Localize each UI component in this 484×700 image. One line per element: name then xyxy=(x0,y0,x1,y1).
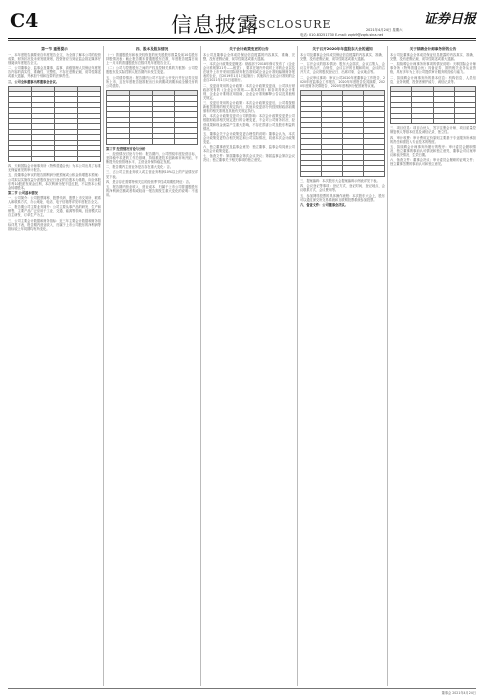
column-divider xyxy=(103,46,104,686)
paragraph: 四、天职国际会计师事务所（特殊普通合伙）为本公司出具了标准无保留意见的审计报告。 xyxy=(8,164,101,173)
table-cell xyxy=(78,156,101,161)
table-cell xyxy=(391,119,412,124)
paragraph: 一、公司简介：公司股票简称、股票代码、股票上市交易所、联系人和联系方式、办公地址、电话、电子信箱等详见年度报告全文。 xyxy=(8,196,101,205)
paragraph: 一、召开会议的基本情况：股东大会届次、会议召集人、会议召开的合法、合规性、会议召开的日期和时间、会议的召开方式、会议的股权登记日、出席对象、会议地点等。 xyxy=(300,62,385,75)
column-heading: 关于续聘会计师事务所的公告 xyxy=(409,47,457,51)
column-1 xyxy=(8,46,101,684)
paragraph: 五、公司债券情况：报告期内公司不存在公开发行并在证券交易所上市，且在年度报告批准报出日未到期或到期未能全额兑付的公司债券。 xyxy=(106,75,198,88)
table-cell xyxy=(55,156,78,161)
page-number: C4 xyxy=(10,10,39,32)
column-divider xyxy=(200,46,201,686)
newspaper-masthead: 证券日报 xyxy=(424,12,477,27)
paragraph: 四、会议登记等事项：登记方式、登记时间、登记地点、会议联系方式、会议费用等。 xyxy=(300,184,385,193)
table-cell xyxy=(322,171,343,176)
table-cell xyxy=(454,119,475,124)
table-row xyxy=(391,119,476,124)
paragraph: 二、报告期公司主要业务简介：公司主要从事产品的研发、生产和销售，主要产品广泛应用于工业、交通、能源等领域，经营模式以自主研发、订单生产为主。 xyxy=(8,205,101,218)
paragraph: 五、董事会关于会计政策变更合理性的说明：董事会认为，本次会计政策变更符合相关规定和公司实际情况，同意本次会计政策变更。 xyxy=(203,131,295,144)
table-cell xyxy=(32,156,55,161)
column-3 xyxy=(203,46,295,684)
paragraph: 二、报告期内主营业务是否存在重大变化：否。 xyxy=(106,165,173,170)
paragraph: 七、备查文件：第届董事会第次会议决议；第届监事会第次会议决议；独立董事关于相关事项的独立意见。 xyxy=(203,154,295,163)
paragraph: （二）公司与控股股东之间的产权及控制关系的方框图：公司控股股东及实际控制人报告期内未发生变更。 xyxy=(106,66,198,75)
paragraph: 二、拟续聘会计师事务所的基本信息：机构信息、人员信息、业务规模、投资者保护能力、诚信记录等。 xyxy=(390,75,476,84)
paragraph: 本公司及董事会全体成员保证信息披露的内容真实、准确、完整，没有虚假记载、误导性陈述或重大遗漏。 xyxy=(203,53,295,62)
table-cell xyxy=(412,119,433,124)
paragraph: 三、公司主要会计数据和财务指标：近三年主要会计数据和财务指标详见下表，报告期内营业收入、归属于上市公司股东的净利润等指标较上年同期均有所变化。 xyxy=(8,218,101,231)
table-cell xyxy=(107,139,130,144)
table-row xyxy=(301,171,385,176)
data-table xyxy=(106,90,198,145)
paragraph: 五、报告期内营业收入、营业成本、归属于上市公司普通股股东的净利润总额或者构成较前一报告期发生重大变化的说明：不适用。 xyxy=(106,184,198,198)
column-5 xyxy=(390,46,476,684)
data-table xyxy=(300,90,385,177)
table-cell xyxy=(301,171,322,176)
paragraph: 六、备查文件：董事会决议；审计委员会履职的证明文件；独立董事签署的事前认可和独立意见。 xyxy=(390,158,476,167)
table-cell xyxy=(152,139,175,144)
paragraph: 四、审计收费：审计费用定价原则主要基于专业服务所承担的责任和需投入专业技术的程度。 xyxy=(390,135,476,144)
paragraph: 本公司及董事会全体成员保证信息披露的内容真实、准确、完整，没有虚假记载、误导性陈述或重大遗漏。 xyxy=(390,53,476,62)
column-heading: 四、股本及股东情况 xyxy=(135,47,169,51)
table-cell xyxy=(433,119,454,124)
footer-right: 董事会 2021年4月24日 xyxy=(441,691,476,695)
paragraph: 六、独立董事意见及监事会意见：独立董事、监事会均同意公司本次会计政策变更。 xyxy=(203,145,295,154)
column-heading: 关于召开2020年年度股东大会的通知 xyxy=(312,47,373,51)
paragraph: 三、项目信息：项目合伙人、签字注册会计师、项目质量控制复核人等基本信息及诚信记录、独立性。 xyxy=(390,126,476,135)
paragraph: 二、公司董事会、监事会及董事、监事、高级管理人员保证年度报告内容的真实性、准确性、完整性，不存在虚假记载、误导性陈述或重大遗漏，并承担个别和连带的法律责任。 xyxy=(8,66,101,79)
paragraph: 一、本次会计政策变更概述：财政部于2018年修订发布了《企业会计准则第21号——租赁》，要求在境内外同时上市的企业以及在境外上市并采用国际财务报告准则或企业会计准则编制财务报表的企业，自2019年1月1日起施行；其他执行企业会计准则的企业自2021年1月1日起施行。 xyxy=(203,62,295,83)
header-rule xyxy=(8,38,476,39)
table-row xyxy=(9,156,101,161)
table-cell xyxy=(364,171,385,176)
header-rule-thin xyxy=(8,40,476,41)
paragraph: 三、变更后采用的会计政策：本次会计政策变更后，公司将按照新租赁准则的相关规定执行，其他未变更部分仍按照财政部前期颁布的相关准则及其他有关规定执行。 xyxy=(203,101,295,114)
paragraph: 五、参加网络投票的具体操作流程：本次股东大会上，股东可以通过深交所交易系统和互联网投票系统参加投票。 xyxy=(300,193,385,202)
data-table xyxy=(390,86,476,125)
column-heading: 第一节 重要提示 xyxy=(41,47,68,51)
section-title-english: DISCLOSURE xyxy=(243,18,332,31)
paragraph: 三、提案编码：本次股东大会提案编码示例表详见下表。 xyxy=(300,179,380,183)
paragraph: 五、经董事会审议的报告期利润分配预案或公积金转增股本预案：公司拟以实施权益分派股权登记日登记的总股本为基数，向全体股东每10股派发现金红利，本次利润分配不送红股，不以资本公积金转增股本。 xyxy=(8,173,101,190)
paragraph: 四、是否存在需要特别关注的经营季节性或周期性特征：否。 xyxy=(106,179,193,184)
table-cell xyxy=(129,139,152,144)
table-cell xyxy=(175,139,198,144)
paragraph: 六、备查文件：公司董事会决议。 xyxy=(300,202,348,207)
paragraph: 三、占公司主营业务收入或主营业务利润10%以上的产品情况详见下表。 xyxy=(106,170,198,179)
paragraph: 一、拟续聘会计师事务所事项的情况说明：天职国际会计师事务所（特殊普通合伙）具备证券、期货相关业务从业资格，具有多年为上市公司提供审计服务的经验与能力。 xyxy=(390,62,476,75)
header-contact: 电话: 010-83251730 E-mail: zqrb9@zqrb.sina.net xyxy=(300,33,384,37)
paragraph: 一、本年度报告摘要来自年度报告全文，为全面了解本公司的经营成果、财务状况及未来发展规划，投资者应当到证监会指定媒体仔细阅读年度报告全文。 xyxy=(8,53,101,66)
header-date: 2021年4月24日 星期六 xyxy=(366,28,403,32)
paragraph: 五、拟续聘会计师事务所履行的程序：审计委员会履职情况、独立董事的事前认可情况和独立意见、董事会对议案审议和表决情况、生效日期。 xyxy=(390,145,476,158)
footer-rule xyxy=(8,688,476,689)
column-2 xyxy=(106,46,198,684)
paragraph: 一、经营情况讨论与分析：报告期内，公司围绕年度经营目标，坚持稳中求进的工作总基调，持续推进技术创新和市场开拓，不断提升经营管理水平，主营业务保持稳定发展。 xyxy=(106,151,198,164)
paragraph: 二、变更前采用的会计政策：本次会计政策变更前，公司执行财政部发布的《企业会计准则——基本准则》和各项具体会计准则、企业会计准则应用指南、企业会计准则解释公告以及其他相关规定。 xyxy=(203,83,295,100)
column-4 xyxy=(300,46,385,684)
data-table xyxy=(8,86,101,162)
column-divider xyxy=(297,46,298,686)
paragraph: 第三节 经营情况讨论与分析 xyxy=(106,146,146,151)
paragraph: （一）普通股股东和表决权恢复的优先股股东数量及前10名股东持股情况表：截止报告期末普通股股东总数、年度报告披露日前上一月末的普通股股东总数详见年度报告全文。 xyxy=(106,53,198,66)
paragraph: 二、会议审议事项：审议公司2020年度董事会工作报告、2020年度监事会工作报告、2020年年度报告及其摘要、2020年度财务决算报告、2020年度利润分配预案等议案。 xyxy=(300,75,385,88)
paragraph: 本公司及董事会全体成员保证信息披露的内容真实、准确、完整，没有虚假记载、误导性陈述或重大遗漏。 xyxy=(300,53,385,62)
column-divider xyxy=(387,46,388,686)
table-cell xyxy=(343,171,364,176)
column-heading: 关于会计政策变更的公告 xyxy=(229,47,269,51)
table-cell xyxy=(9,156,32,161)
paragraph: 三、公司全体董事出席董事会会议。 xyxy=(8,79,59,84)
section-title: 信息披露 xyxy=(171,13,259,37)
paragraph: 第二节 公司基本情况 xyxy=(8,190,38,195)
table-row xyxy=(107,139,198,144)
paragraph: 四、本次会计政策变更对公司的影响：本次会计政策变更是公司根据财政部相关规定进行的合理变更，不会对公司财务状况、经营成果和现金流量产生重大影响，不存在损害公司及股东利益的情况。 xyxy=(203,114,295,131)
